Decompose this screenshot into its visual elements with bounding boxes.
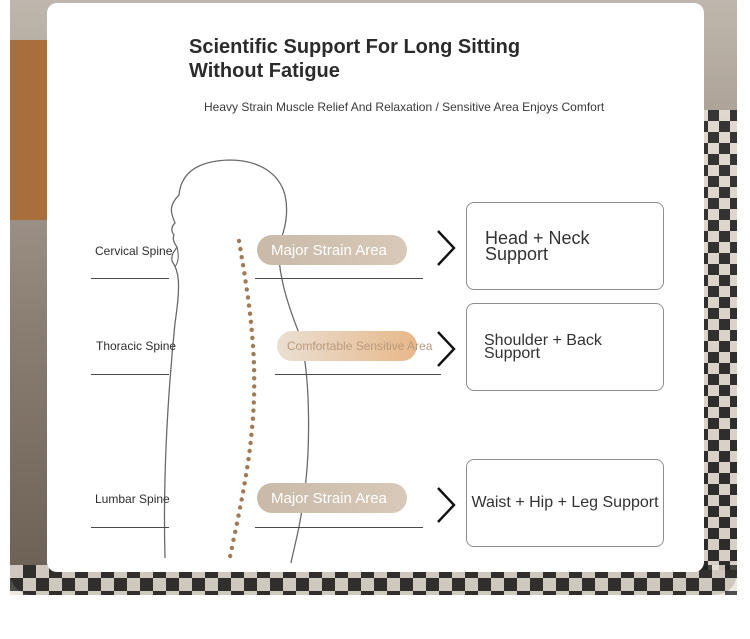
chevron-right-icon <box>434 228 460 268</box>
head-neck-line-1: Head + Neck <box>485 228 590 248</box>
top-pill-underline <box>255 278 423 279</box>
spine-dot <box>248 441 252 445</box>
chevron-right-icon <box>434 485 460 525</box>
waist-hip-leg-support-box <box>466 459 664 547</box>
spine-dot <box>251 417 255 421</box>
spine-dot <box>238 247 242 251</box>
lumbar-underline <box>91 527 169 528</box>
spine-dot <box>231 538 235 542</box>
spine-dot <box>238 505 242 509</box>
spine-dot <box>243 279 247 283</box>
spine-dot <box>240 497 244 501</box>
thoracic-spine-label: Thoracic Spine <box>96 339 177 353</box>
spine-dot <box>246 457 250 461</box>
spine-dot <box>245 287 249 291</box>
spine-dot <box>228 554 232 558</box>
spine-dot <box>242 271 246 275</box>
spine-dot <box>244 473 248 477</box>
spine-dot <box>251 344 255 348</box>
head-neck-support-box <box>466 202 664 290</box>
spine-dot <box>242 481 246 485</box>
thoracic-underline <box>91 374 169 375</box>
spine-dot <box>252 360 256 364</box>
spine-dot <box>251 408 255 412</box>
chevron-right-icon <box>434 329 460 369</box>
spine-dot <box>250 425 254 429</box>
spine-dot <box>252 376 256 380</box>
spine-dot <box>250 336 254 340</box>
spine-dot <box>235 522 239 526</box>
shoulder-back-support-box <box>466 303 664 391</box>
spine-dot <box>248 312 252 316</box>
spine-dot <box>252 400 256 404</box>
major-strain-pill-bottom: Major Strain Area <box>257 483 407 513</box>
spine-dot <box>245 465 249 469</box>
spine-dot <box>240 255 244 259</box>
spine-dot <box>241 489 245 493</box>
spine-dot <box>249 433 253 437</box>
spine-dot <box>251 352 255 356</box>
spine-dot <box>237 239 241 243</box>
spine-dot <box>230 546 234 550</box>
head-neck-line-2: Support <box>485 244 549 264</box>
spine-dots <box>228 239 256 558</box>
spine-dot <box>247 303 251 307</box>
cervical-underline <box>91 278 169 279</box>
spine-dot <box>250 328 254 332</box>
spine-dot <box>252 384 256 388</box>
shoulder-back-line-1: Shoulder + Back <box>484 332 602 349</box>
spine-dot <box>252 368 256 372</box>
spine-dot <box>246 295 250 299</box>
spine-dot <box>247 449 251 453</box>
spine-dot <box>241 263 245 267</box>
bottom-pill-underline <box>255 527 423 528</box>
cervical-spine-label: Cervical Spine <box>95 244 173 258</box>
spine-dot <box>236 513 240 517</box>
major-strain-pill-top: Major Strain Area <box>257 235 407 265</box>
shoulder-back-line-2: Support <box>484 345 541 362</box>
comfortable-sensitive-pill: Comfortable Sensitive Area <box>277 331 417 361</box>
title-line-2: Without Fatigue <box>189 60 340 82</box>
spine-dot <box>249 320 253 324</box>
middle-pill-underline <box>275 374 441 375</box>
spine-dot <box>252 392 256 396</box>
lumbar-spine-label: Lumbar Spine <box>95 492 170 506</box>
info-card <box>47 3 704 572</box>
spine-dot <box>233 530 237 534</box>
waist-hip-leg-label: Waist + Hip + Leg Support <box>471 494 659 511</box>
title-line-1: Scientific Support For Long Sitting <box>189 36 521 58</box>
page-subtitle: Heavy Strain Muscle Relief And Relaxation / Sensitive Area Enjoys Comfort <box>204 100 605 114</box>
